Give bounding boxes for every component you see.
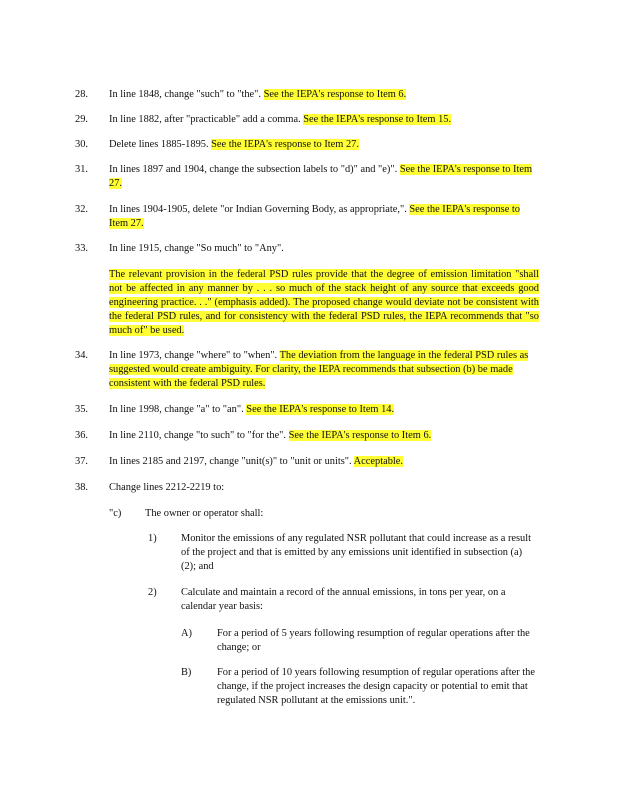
item-text <box>109 203 539 231</box>
subsection-1-text: Monitor the emissions of any regulated NSR pollutant that could increase as a result of the project and that is emitted by any emissions unit identified in subsection (a)(2); and <box>181 533 532 572</box>
item-instruction: In lines 2185 and 2197, change "unit(s)" to "unit or units". <box>109 456 354 467</box>
subsection-c-text: The owner or operator shall: <box>145 508 264 519</box>
subsection-b-label: B) <box>181 667 192 678</box>
item-number: 35. <box>75 404 88 415</box>
iepa-response: Acceptable. <box>353 456 403 467</box>
item-33-response-paragraph <box>109 268 539 338</box>
subsection-2-label: 2) <box>148 587 157 598</box>
item-text <box>109 455 539 469</box>
item-instruction: In line 2110, change "to such" to "for the". <box>109 430 289 441</box>
item-number: 37. <box>75 456 88 467</box>
item-number: 29. <box>75 114 88 125</box>
item-text <box>109 403 539 417</box>
iepa-response: See the IEPA's response to Item 6. <box>263 89 407 100</box>
item-instruction: In lines 1897 and 1904, change the subsection labels to "d)" and "e)". <box>109 164 400 175</box>
item-text <box>109 88 539 102</box>
item-text <box>109 242 539 256</box>
item-instruction: In line 1882, after "practicable" add a comma. <box>109 114 304 125</box>
item-text <box>109 349 539 391</box>
iepa-response: See the IEPA's response to Item 27. <box>109 164 533 189</box>
subsection-a-text: For a period of 5 years following resumption of regular operations after the change; or <box>217 628 530 653</box>
item-instruction: In line 1973, change "where" to "when". <box>109 350 280 361</box>
item-number: 38. <box>75 482 88 493</box>
item-number: 30. <box>75 139 88 150</box>
item-number: 36. <box>75 430 88 441</box>
item-number: 28. <box>75 89 88 100</box>
item-text <box>109 429 539 443</box>
item-instruction: In lines 1904-1905, delete "or Indian Governing Body, as appropriate,". <box>109 204 410 215</box>
item-instruction: Change lines 2212-2219 to: <box>109 482 225 493</box>
item-number: 34. <box>75 350 88 361</box>
subsection-c-label: "c) <box>109 508 122 519</box>
item-instruction: In line 1848, change "such" to "the". <box>109 89 264 100</box>
subsection-a-label: A) <box>181 628 192 639</box>
subsection-b-text: For a period of 10 years following resumption of regular operations after the change, if the project increases the design capacity or potential to emit that regulated NSR pollutant at the emissions unit.". <box>217 667 535 706</box>
item-number: 32. <box>75 204 88 215</box>
iepa-response: See the IEPA's response to Item 6. <box>288 430 432 441</box>
item-number: 33. <box>75 243 88 254</box>
iepa-response: The relevant provision in the federal PSD rules provide that the degree of emission limitation "shall not be affected in any manner by . . . so much of the stack height of any source that exceeds good engineering practice. . ." (emphasis added). The proposed change would deviate not be consistent with the federal PSD rules, and for consistency with the federal PSD rules, the IEPA recommends that "so much of" be used. <box>109 269 539 336</box>
iepa-response: See the IEPA's response to Item 15. <box>303 114 452 125</box>
subsection-2-text: Calculate and maintain a record of the annual emissions, in tons per year, on a calendar year basis: <box>181 587 506 612</box>
item-text <box>109 138 539 152</box>
item-number: 31. <box>75 164 88 175</box>
item-instruction: In line 1915, change "So much" to "Any". <box>109 243 284 254</box>
item-instruction: In line 1998, change "a" to "an". <box>109 404 247 415</box>
iepa-response: See the IEPA's response to Item 27. <box>211 139 359 150</box>
subsection-1-label: 1) <box>148 533 157 544</box>
iepa-response: See the IEPA's response to Item 27. <box>109 204 520 229</box>
item-instruction: Delete lines 1885-1895. <box>109 139 212 150</box>
item-text <box>109 113 539 127</box>
item-text <box>109 163 539 191</box>
item-text <box>109 481 539 495</box>
iepa-response: The deviation from the language in the federal PSD rules as suggested would create ambiguity. For clarity, the IEPA recommends that subsection (b) be made consistent with the federal PSD rules. <box>109 350 529 389</box>
iepa-response: See the IEPA's response to Item 14. <box>246 404 395 415</box>
